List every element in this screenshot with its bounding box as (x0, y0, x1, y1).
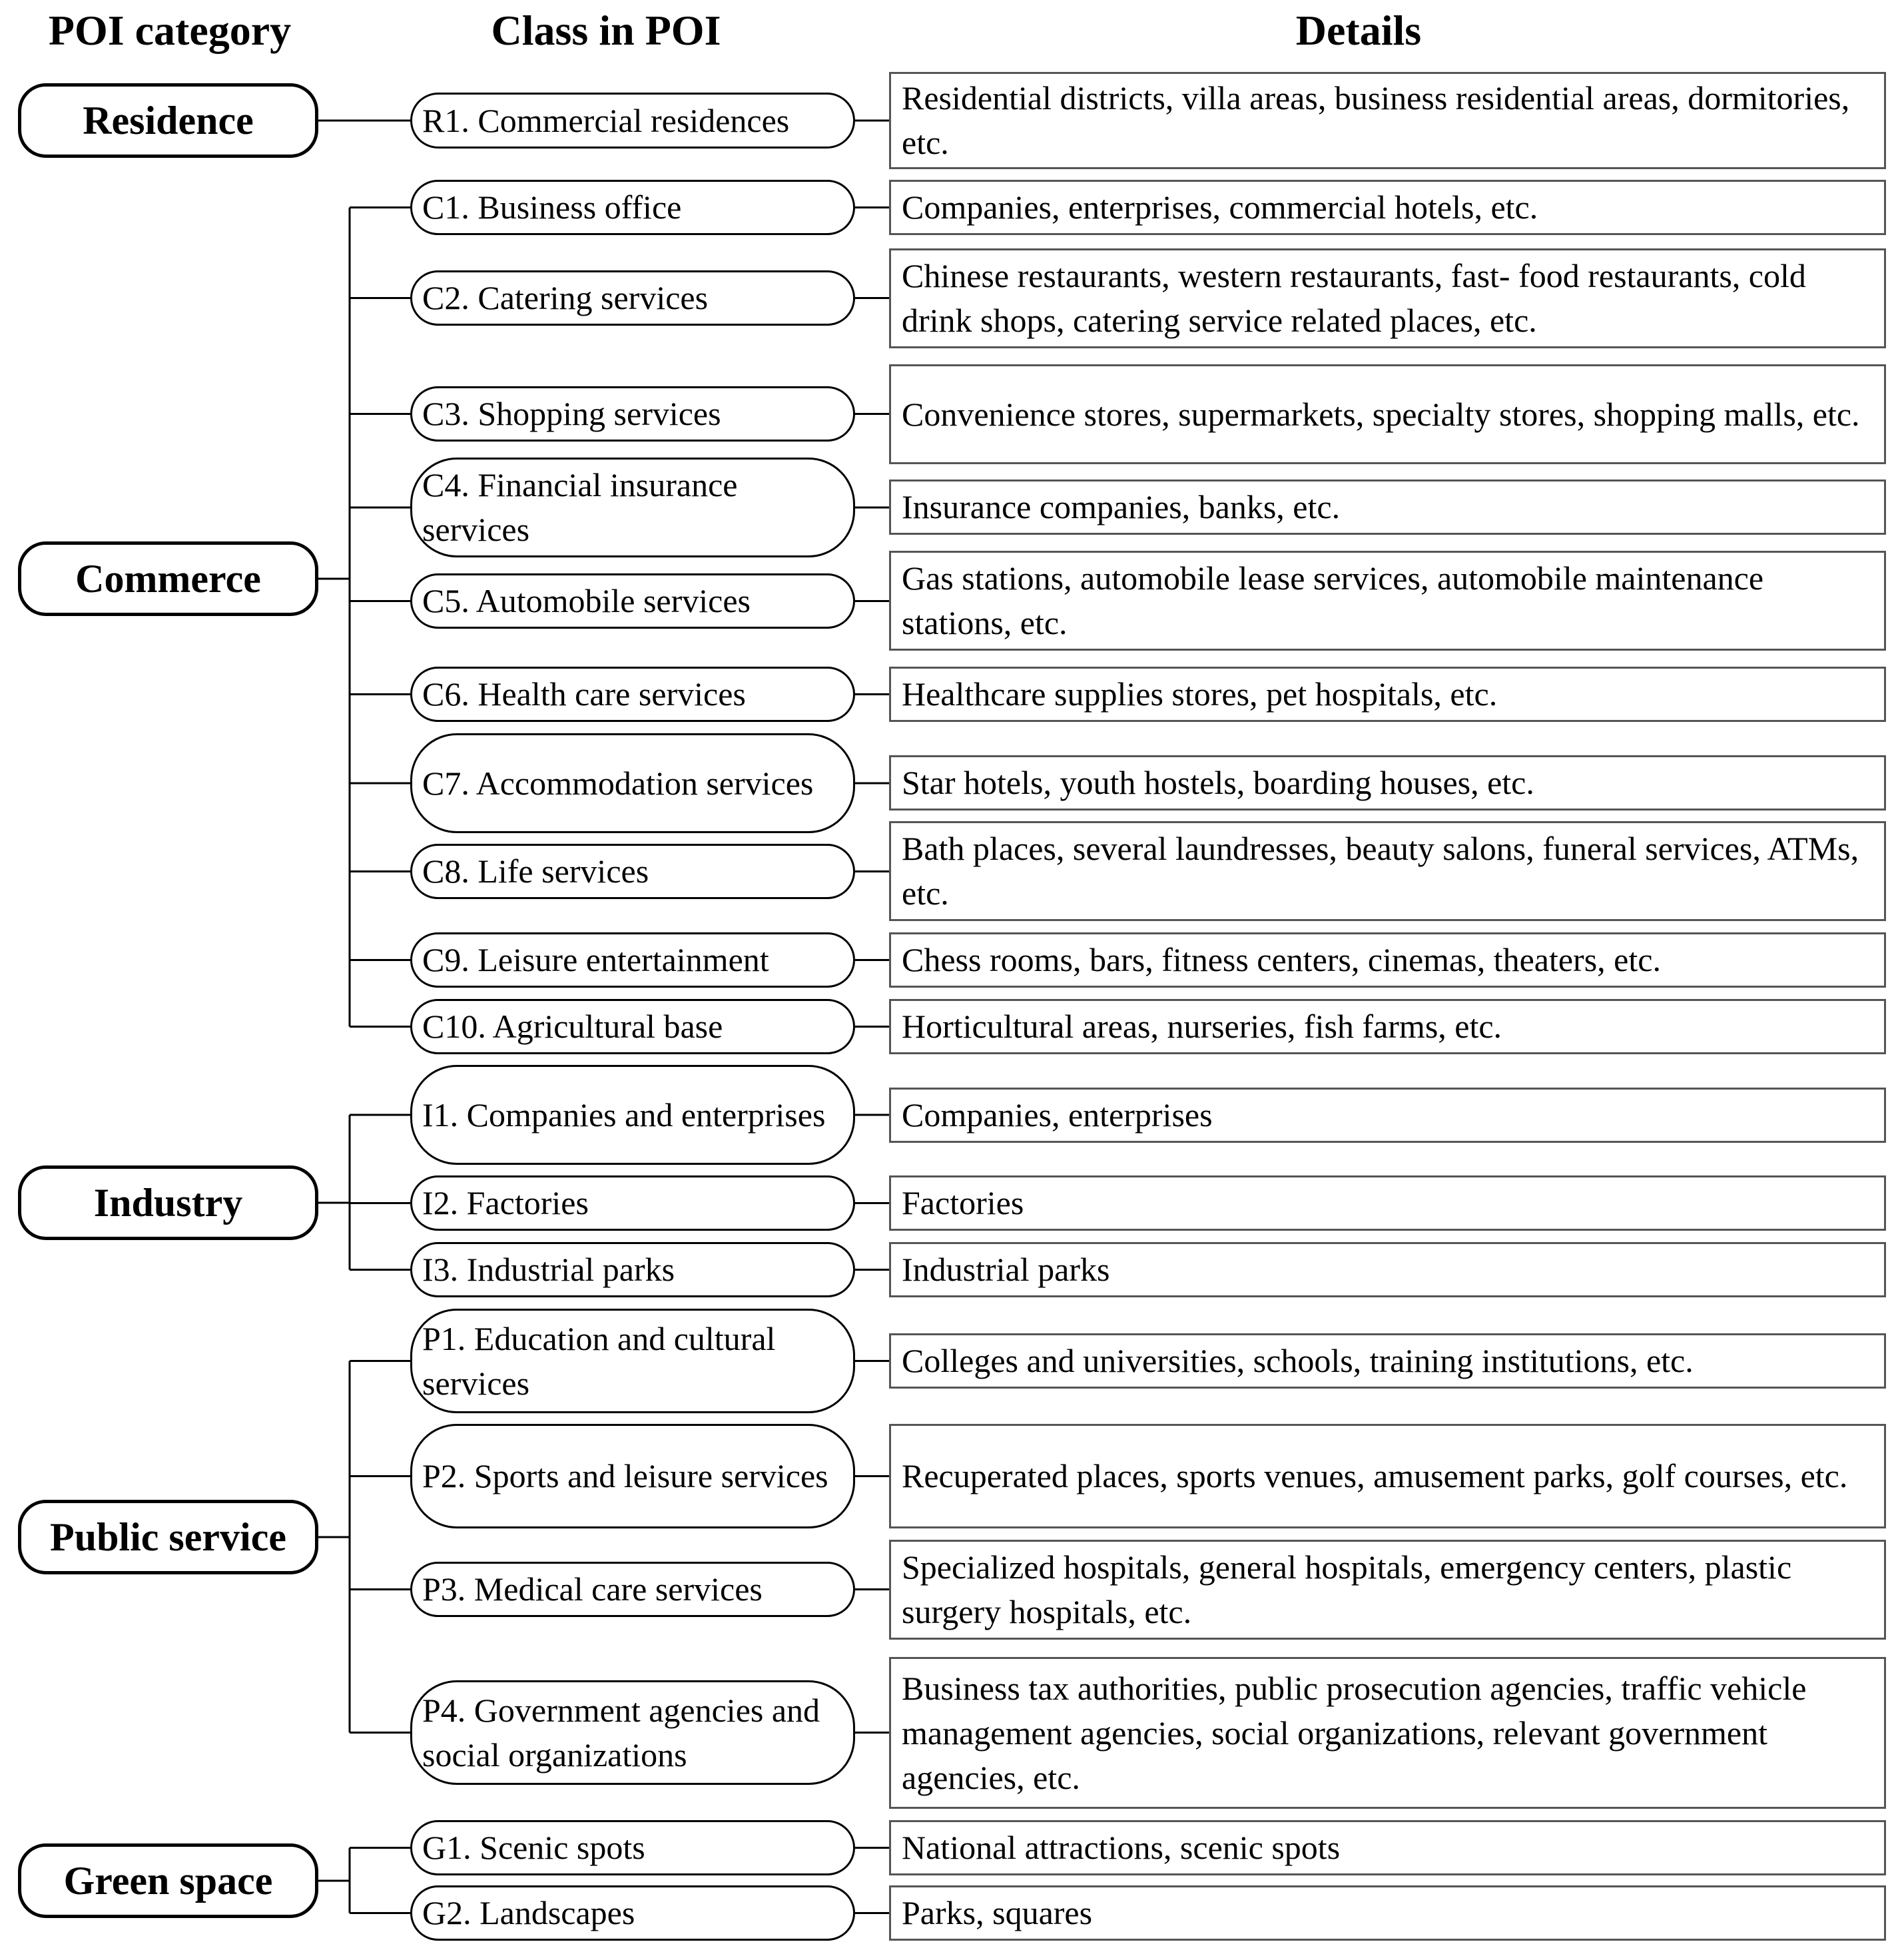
class-c9: C9. Leisure entertainment (410, 932, 855, 988)
class-c3: C3. Shopping services (410, 386, 855, 442)
class-p3: P3. Medical care services (410, 1562, 855, 1617)
class-c6: C6. Health care services (410, 667, 855, 722)
details-p4: Business tax authorities, public prosecution agencies, traffic vehicle management agencies, social organizations, relevant government agencies, etc. (889, 1657, 1886, 1809)
class-g1: G1. Scenic spots (410, 1820, 855, 1875)
category-green-space: Green space (18, 1843, 318, 1918)
class-i3: I3. Industrial parks (410, 1242, 855, 1297)
header-poi-category: POI category (48, 7, 292, 54)
details-c1: Companies, enterprises, commercial hotels, etc. (889, 180, 1886, 235)
details-c3: Convenience stores, supermarkets, specialty stores, shopping malls, etc. (889, 364, 1886, 464)
class-r1: R1. Commercial residences (410, 93, 855, 149)
header-details: Details (1295, 7, 1422, 54)
details-c6: Healthcare supplies stores, pet hospitals, etc. (889, 667, 1886, 722)
class-i2: I2. Factories (410, 1175, 855, 1231)
details-c9: Chess rooms, bars, fitness centers, cinemas, theaters, etc. (889, 932, 1886, 988)
details-p2: Recuperated places, sports venues, amusement parks, golf courses, etc. (889, 1424, 1886, 1528)
class-p1: P1. Education and cultural services (410, 1309, 855, 1413)
details-i2: Factories (889, 1175, 1886, 1231)
class-c8: C8. Life services (410, 844, 855, 899)
class-c4: C4. Financial insurance services (410, 458, 855, 557)
details-c10: Horticultural areas, nurseries, fish farms, etc. (889, 999, 1886, 1054)
details-i3: Industrial parks (889, 1242, 1886, 1297)
class-i1: I1. Companies and enterprises (410, 1065, 855, 1165)
details-g1: National attractions, scenic spots (889, 1820, 1886, 1875)
details-c5: Gas stations, automobile lease services, automobile maintenance stations, etc. (889, 551, 1886, 651)
details-r1: Residential districts, villa areas, business residential areas, dormitories, etc. (889, 72, 1886, 169)
class-c1: C1. Business office (410, 180, 855, 235)
details-c7: Star hotels, youth hostels, boarding houses, etc. (889, 755, 1886, 811)
header-class-in-poi: Class in POI (491, 7, 721, 54)
class-p4: P4. Government agencies and social organizations (410, 1680, 855, 1785)
class-c10: C10. Agricultural base (410, 999, 855, 1054)
category-public-service: Public service (18, 1500, 318, 1574)
details-g2: Parks, squares (889, 1885, 1886, 1941)
category-industry: Industry (18, 1165, 318, 1240)
details-c8: Bath places, several laundresses, beauty salons, funeral services, ATMs, etc. (889, 821, 1886, 921)
details-p3: Specialized hospitals, general hospitals, emergency centers, plastic surgery hospitals, etc. (889, 1540, 1886, 1640)
class-c5: C5. Automobile services (410, 573, 855, 629)
details-i1: Companies, enterprises (889, 1088, 1886, 1143)
details-p1: Colleges and universities, schools, training institutions, etc. (889, 1333, 1886, 1389)
details-c2: Chinese restaurants, western restaurants, fast- food restaurants, cold drink shops, catering service related places, etc. (889, 248, 1886, 348)
category-commerce: Commerce (18, 541, 318, 616)
class-p2: P2. Sports and leisure services (410, 1424, 855, 1528)
class-c2: C2. Catering services (410, 270, 855, 326)
class-g2: G2. Landscapes (410, 1885, 855, 1941)
category-residence: Residence (18, 83, 318, 158)
details-c4: Insurance companies, banks, etc. (889, 480, 1886, 535)
class-c7: C7. Accommodation services (410, 733, 855, 833)
